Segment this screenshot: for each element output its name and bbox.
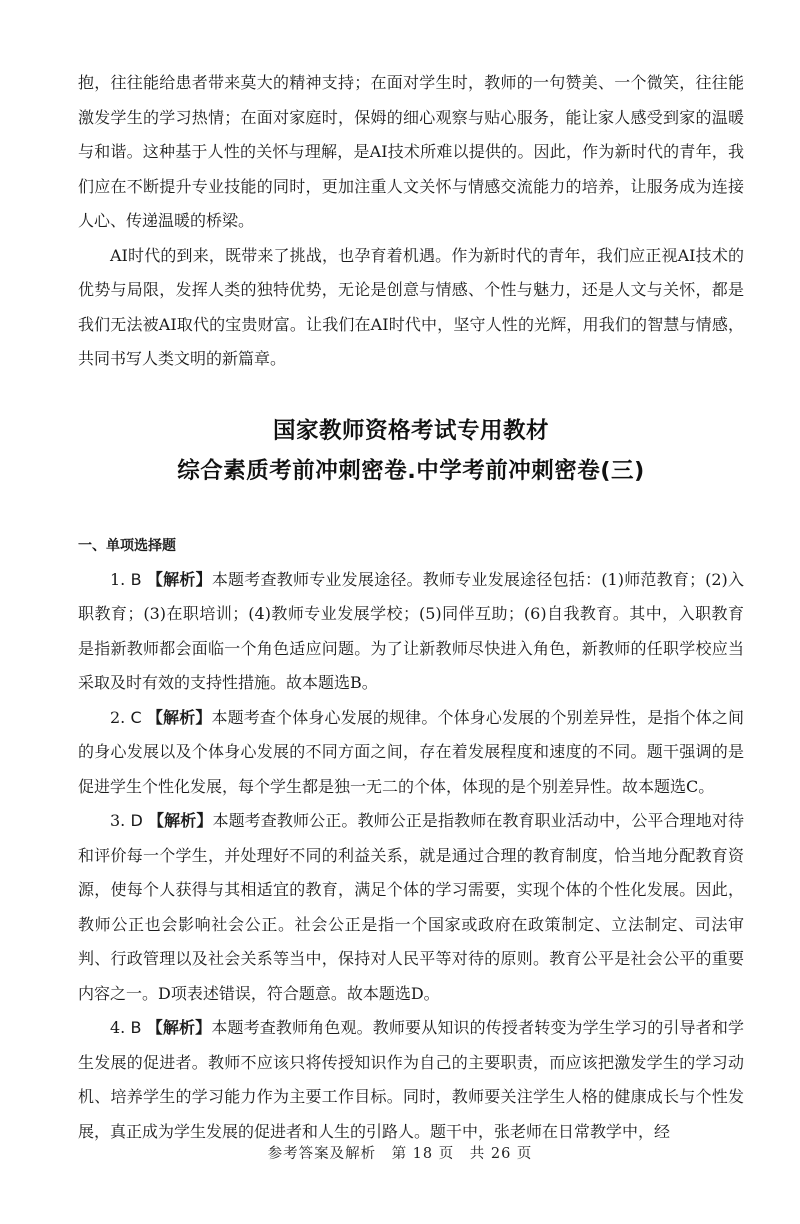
question-item: [78, 563, 744, 701]
analysis-tag: 【解析】: [146, 569, 212, 589]
section-heading-single-choice: 一、单项选择题: [78, 537, 176, 554]
document-title-line-2: 综合素质考前冲刺密卷.中学考前冲刺密卷(三): [177, 457, 645, 484]
question-answer: B: [130, 1018, 142, 1037]
question-item: [78, 1011, 744, 1149]
question-explanation: 本题考查教师角色观。教师要从知识的传授者转变为学生学习的引导者和学生发展的促进者。教师不应该只将传授知识作为自己的主要职责，而应该把激发学生的学习动机、培养学生的学习能力作为主要工作目标。同时，教师要关注学生人格的健康成长与个性发展，真正成为学生发展的促进者和人生的引路人。题干中，张老师在日常教学中，经: [78, 1018, 744, 1141]
document-title-line-1: 国家教师资格考试专用教材: [272, 417, 549, 444]
question-number: 2.: [110, 707, 126, 727]
question-number: 1.: [110, 569, 126, 589]
question-item: [78, 804, 744, 1011]
intro-paragraph-conclusion: AI时代的到来，既带来了挑战，也孕育着机遇。作为新时代的青年，我们应正视AI技术的优势与局限，发挥人类的独特优势，无论是创意与情感、个性与魅力，还是人文与关怀，都是我们无法被AI取代的宝贵财富。让我们在AI时代中，坚守人性的光辉，用我们的智慧与情感，共同书写人类文明的新篇章。: [78, 245, 744, 368]
analysis-tag: 【解析】: [148, 811, 213, 830]
document-title-block: [78, 411, 744, 491]
intro-paragraph-continued: 抱，往往能给患者带来莫大的精神支持；在面对学生时，教师的一句赞美、一个微笑，往往能激发学生的学习热情；在面对家庭时，保姆的细心观察与贴心服务，能让家人感受到家的温暖与和谐。这种基于人性的关怀与理解，是AI技术所难以提供的。因此，作为新时代的青年，我们应在不断提升专业技能的同时，更加注重人文关怀与情感交流能力的培养，让服务成为连接人心、传递温暖的桥梁。: [78, 73, 744, 230]
question-answer: B: [130, 569, 142, 589]
question-number: 3.: [110, 811, 126, 830]
page-body: [78, 66, 744, 1149]
analysis-tag: 【解析】: [146, 707, 212, 727]
question-item: [78, 701, 744, 805]
question-explanation: 本题考查教师公正。教师公正是指教师在教育职业活动中，公平合理地对待和评价每一个学生，并处理好不同的利益关系，就是通过合理的教育制度，恰当地分配教育资源，使每个人获得与其相适宜的教育，满足个体的学习需要，实现个体的个性化发展。因此，教师公正也会影响社会公正。社会公正是指一个国家或政府在政策制定、立法制定、司法审判、行政管理以及社会关系等当中，保持对人民平等对待的原则。教育公平是社会公平的重要内容之一。D项表述错误，符合题意。故本题选D。: [78, 811, 744, 1003]
question-explanation: 本题考查教师专业发展途径。教师专业发展途径包括：(1)师范教育；(2)入职教育；(3)在职培训；(4)教师专业发展学校；(5)同伴互助；(6)自我教育。其中，入职教育是指新教师都会面临一个角色适应问题。为了让新教师尽快进入角色，新教师的任职学校应当采取及时有效的支持性措施。故本题选B。: [78, 569, 744, 692]
page-footer: 参考答案及解析 第 18 页 共 26 页: [267, 1146, 533, 1162]
question-number: 4.: [110, 1018, 126, 1037]
question-answer: C: [130, 707, 142, 727]
analysis-tag: 【解析】: [146, 1018, 212, 1037]
question-explanation: 本题考查个体身心发展的规律。个体身心发展的个别差异性，是指个体之间的身心发展以及个体身心发展的不同方面之间，存在着发展程度和速度的不同。题干强调的是促进学生个性化发展，每个学生都是独一无二的个体，体现的是个别差异性。故本题选C。: [78, 707, 744, 796]
question-answer: D: [130, 811, 143, 830]
